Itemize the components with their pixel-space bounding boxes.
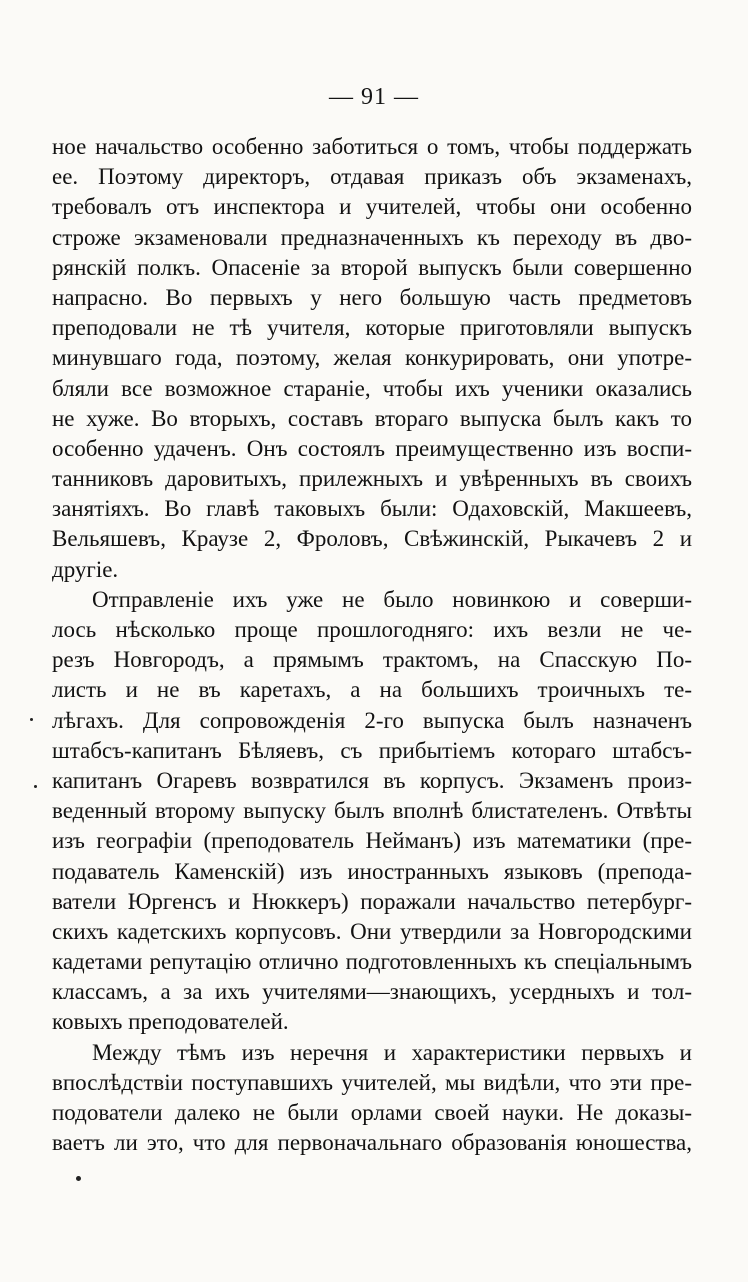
ink-speck [76, 1176, 81, 1181]
ink-speck [34, 785, 37, 788]
paragraph-3 [52, 1038, 692, 1159]
text-line: классамъ, а за ихъ учителями—знающихъ, усердныхъ и тол- [52, 979, 692, 1005]
text-line: напрасно. Во первыхъ у него большую часть предметовъ [52, 284, 692, 310]
text-line: ковыхъ преподователей. [52, 1009, 289, 1035]
text-line: преподовали не тѣ учителя, которые приготовляли выпускъ [52, 315, 692, 341]
text-line: лѣгахъ. Для сопровожденія 2-го выпуска былъ назначенъ [52, 707, 692, 733]
text-line: требовалъ отъ инспектора и учителей, чтобы они особенно [52, 194, 692, 220]
text-line: листь и не въ каретахъ, а на большихъ троичныхъ те- [52, 677, 692, 703]
text-line: изъ географіи (преподователь Нейманъ) изъ математики (пре- [52, 828, 692, 854]
page-number: — 91 — [329, 84, 419, 110]
text-line: бляли все возможное стараніе, чтобы ихъ ученики оказались [52, 375, 692, 401]
text-line: впослѣдствіи поступавшихъ учителей, мы видѣли, что эти пре- [52, 1069, 692, 1095]
text-line: подаватель Каменскій) изъ иностранныхъ языковъ (препода- [52, 858, 692, 884]
text-line: минувшаго года, поэтому, желая конкурировать, они употре- [52, 345, 692, 371]
text-line: подователи далеко не были орлами своей науки. Не доказы- [52, 1100, 692, 1125]
text-line: строже экзаменовали предназначенныхъ къ переходу въ дво- [52, 224, 692, 250]
paragraph-2 [52, 585, 692, 1038]
text-line: ное начальство особенно заботиться о томъ, чтобы поддержать [52, 134, 692, 159]
text-line: лось нѣсколько проще прошлогодняго: ихъ везли не че- [52, 617, 692, 642]
text-line: другіе. [52, 556, 119, 582]
text-line: танниковъ даровитыхъ, прилежныхъ и увѣренныхъ въ своихъ [52, 466, 692, 492]
text-line: Между тѣмъ изъ неречня и характеристики первыхъ и [92, 1039, 692, 1065]
text-line: Отправленіе ихъ уже не было новинкою и соверши- [92, 586, 692, 612]
text-line: ее. Поэтому директоръ, отдавая приказъ объ экзаменахъ, [52, 164, 692, 190]
text-line: веденный второму выпуску былъ вполнѣ блистателенъ. Отвѣты [52, 798, 692, 824]
text-line: не хуже. Во вторыхъ, составъ втораго выпуска былъ какъ то [52, 405, 692, 431]
text-line: Вельяшевъ, Краузе 2, Фроловъ, Свѣжинскій, Рыкачевъ 2 и [52, 526, 692, 552]
text-line: скихъ кадетскихъ корпусовъ. Они утвердили за Новгородскими [52, 918, 692, 944]
text-line: особенно удаченъ. Онъ состоялъ преимущественно изъ воспи- [52, 435, 692, 461]
text-line: штабсъ-капитанъ Бѣляевъ, съ прибытіемъ котораго штабсъ- [52, 737, 692, 763]
text-line: рянскій полкъ. Опасеніе за второй выпускъ были совершенно [52, 254, 692, 280]
ink-speck [30, 718, 33, 721]
paragraph-1 [52, 132, 692, 585]
text-line: резъ Новгородъ, а прямымъ трактомъ, на Спасскую По- [52, 647, 692, 673]
text-line: ватели Юргенсъ и Нюккеръ) поражали начальство петербург- [52, 888, 692, 914]
text-line: ваетъ ли это, что для первоначальнаго образованія юношества, [52, 1130, 692, 1156]
text-line: капитанъ Огаревъ возвратился въ корпусъ. Экзаменъ произ- [52, 767, 692, 793]
body-text [52, 132, 692, 1158]
text-line: кадетами репутацію отлично подготовленныхъ къ спеціальнымъ [52, 949, 692, 975]
text-line: занятіяхъ. Во главѣ таковыхъ были: Одаховскій, Макшеевъ, [52, 496, 692, 522]
